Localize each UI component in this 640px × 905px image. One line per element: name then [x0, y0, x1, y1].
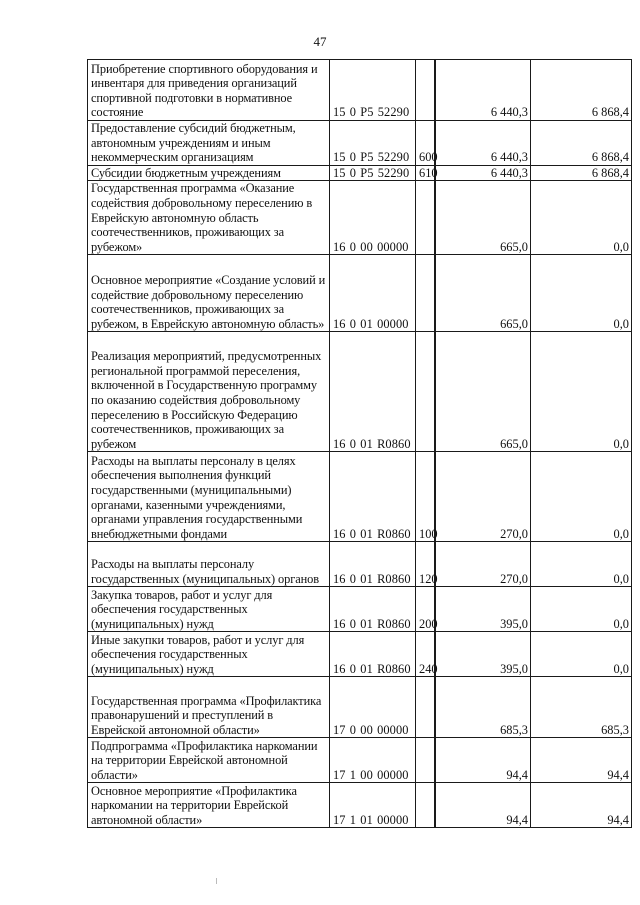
- row-code: 15 0 P5 52290: [330, 121, 416, 166]
- row-sum-1: 270,0: [436, 452, 531, 542]
- table-row: [88, 332, 632, 452]
- row-code: 17 0 00 00000: [330, 677, 416, 738]
- table-row: [88, 677, 632, 738]
- row-name: Расходы на выплаты персоналу государственных (муниципальных) органов: [88, 542, 330, 587]
- row-sum-1: 94,4: [436, 738, 531, 783]
- row-sum-2: 94,4: [531, 783, 632, 828]
- row-code: 16 0 01 R0860: [330, 587, 416, 632]
- row-sum-2: 0,0: [531, 452, 632, 542]
- row-name: Расходы на выплаты персоналу в целях обеспечения выполнения функций государственными (муниципальными) органами, казенными учреждениями, органами управления государственными внебюджетными фондами: [88, 452, 330, 542]
- row-vr: 200: [416, 587, 435, 632]
- row-vr: [416, 60, 435, 121]
- row-sum-1: 395,0: [436, 632, 531, 677]
- row-vr: [416, 255, 435, 332]
- row-code: 15 0 P5 52290: [330, 165, 416, 181]
- row-code: 17 1 01 00000: [330, 783, 416, 828]
- row-sum-2: 6 868,4: [531, 165, 632, 181]
- row-sum-1: 6 440,3: [436, 121, 531, 166]
- row-name: Реализация мероприятий, предусмотренных региональной программой переселения, включенной в Государственную программу по оказанию содействия добровольному переселению в Российскую Федерацию соотечественников, проживающих за рубежом: [88, 332, 330, 452]
- row-sum-2: 0,0: [531, 255, 632, 332]
- row-code: 16 0 01 R0860: [330, 542, 416, 587]
- table-row: [88, 452, 632, 542]
- row-sum-2: 0,0: [531, 542, 632, 587]
- row-code: 16 0 01 R0860: [330, 452, 416, 542]
- table-row: [88, 255, 632, 332]
- row-sum-2: 0,0: [531, 181, 632, 255]
- row-vr: 600: [416, 121, 435, 166]
- row-name: Закупка товаров, работ и услуг для обеспечения государственных (муниципальных) нужд: [88, 587, 330, 632]
- row-sum-1: 395,0: [436, 587, 531, 632]
- table-row: [88, 121, 632, 166]
- table-row: [88, 783, 632, 828]
- table-row: [88, 165, 632, 181]
- row-name: Приобретение спортивного оборудования и инвентаря для приведения организаций спортивной подготовки в нормативное состояние: [88, 60, 330, 121]
- table-row: [88, 632, 632, 677]
- row-sum-2: 0,0: [531, 332, 632, 452]
- row-sum-1: 270,0: [436, 542, 531, 587]
- row-code: 16 0 00 00000: [330, 181, 416, 255]
- row-sum-1: 685,3: [436, 677, 531, 738]
- row-name: Государственная программа «Оказание содействия добровольному переселению в Еврейскую автономную область соотечественников, проживающих за рубежом»: [88, 181, 330, 255]
- scan-speck: [216, 878, 217, 884]
- row-sum-2: 94,4: [531, 738, 632, 783]
- row-name: Основное мероприятие «Создание условий и содействие добровольному переселению соотечественников, проживающих за рубежом, в Еврейскую автономную область»: [88, 255, 330, 332]
- row-sum-2: 6 868,4: [531, 121, 632, 166]
- row-vr: 100: [416, 452, 435, 542]
- row-sum-1: 6 440,3: [436, 60, 531, 121]
- row-name: Подпрограмма «Профилактика наркомании на территории Еврейской автономной области»: [88, 738, 330, 783]
- row-vr: 610: [416, 165, 435, 181]
- row-sum-1: 94,4: [436, 783, 531, 828]
- row-vr: [416, 677, 435, 738]
- row-vr: [416, 181, 435, 255]
- row-vr: [416, 332, 435, 452]
- table-row: [88, 738, 632, 783]
- table-row: [88, 181, 632, 255]
- table-row: [88, 542, 632, 587]
- row-sum-1: 665,0: [436, 255, 531, 332]
- row-name: Субсидии бюджетным учреждениям: [88, 165, 330, 181]
- page-number: 47: [313, 34, 327, 49]
- budget-table: [87, 59, 632, 828]
- row-code: 16 0 01 R0860: [330, 332, 416, 452]
- row-sum-1: 665,0: [436, 332, 531, 452]
- row-sum-2: 6 868,4: [531, 60, 632, 121]
- row-name: Государственная программа «Профилактика правонарушений и преступлений в Еврейской автономной области»: [88, 677, 330, 738]
- row-name: Основное мероприятие «Профилактика наркомании на территории Еврейской автономной области»: [88, 783, 330, 828]
- row-name: Иные закупки товаров, работ и услуг для обеспечения государственных (муниципальных) нужд: [88, 632, 330, 677]
- row-code: 15 0 P5 52290: [330, 60, 416, 121]
- row-name: Предоставление субсидий бюджетным, автономным учреждениям и иным некоммерческим организациям: [88, 121, 330, 166]
- table-row: [88, 60, 632, 121]
- table-row: [88, 587, 632, 632]
- row-vr: 120: [416, 542, 435, 587]
- row-code: 16 0 01 00000: [330, 255, 416, 332]
- row-code: 16 0 01 R0860: [330, 632, 416, 677]
- row-sum-2: 685,3: [531, 677, 632, 738]
- row-sum-2: 0,0: [531, 587, 632, 632]
- row-vr: [416, 738, 435, 783]
- row-vr: 240: [416, 632, 435, 677]
- row-sum-1: 665,0: [436, 181, 531, 255]
- row-sum-1: 6 440,3: [436, 165, 531, 181]
- row-vr: [416, 783, 435, 828]
- row-code: 17 1 00 00000: [330, 738, 416, 783]
- row-sum-2: 0,0: [531, 632, 632, 677]
